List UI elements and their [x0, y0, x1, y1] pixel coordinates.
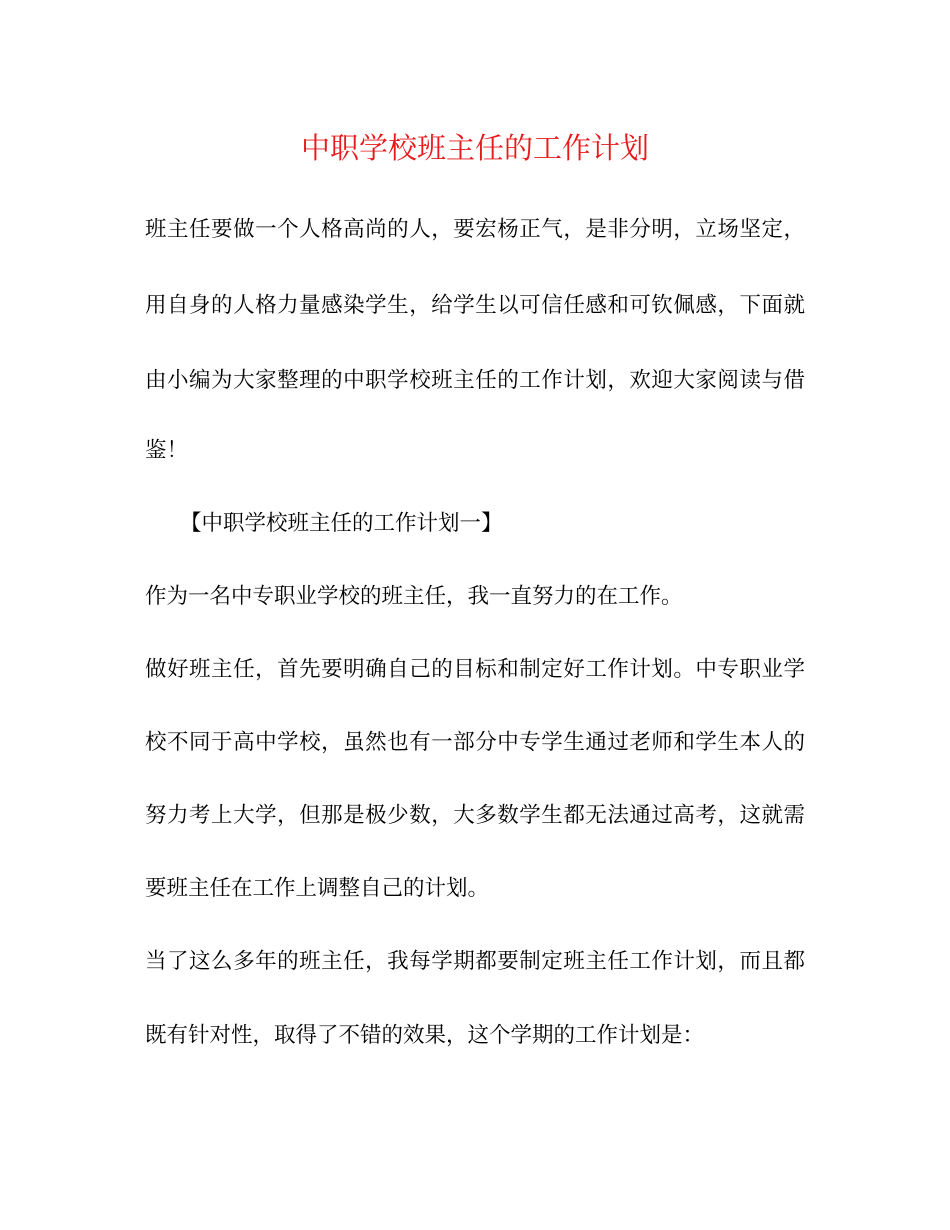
- intro-line-4: 鉴！: [145, 438, 189, 463]
- body-line-5: 要班主任在工作上调整自己的计划。: [145, 876, 490, 901]
- section-heading: 【中职学校班主任的工作计划一】: [180, 511, 503, 536]
- intro-line-3: 由小编为大家整理的中职学校班主任的工作计划，欢迎大家阅读与借: [145, 368, 805, 393]
- body-line-3: 校不同于高中学校，虽然也有一部分中专学生通过老师和学生本人的: [145, 730, 805, 755]
- body-line-4: 努力考上大学，但那是极少数，大多数学生都无法通过高考，这就需: [145, 803, 805, 828]
- body-line-1: 作为一名中专职业学校的班主任，我一直努力的在工作。: [145, 584, 683, 609]
- body-line-6: 当了这么多年的班主任，我每学期都要制定班主任工作计划，而且都: [145, 949, 805, 974]
- intro-line-2: 用自身的人格力量感染学生，给学生以可信任感和可钦佩感，下面就: [145, 293, 805, 318]
- body-line-7: 既有针对性，取得了不错的效果，这个学期的工作计划是：: [145, 1023, 705, 1048]
- body-line-2: 做好班主任，首先要明确自己的目标和制定好工作计划。中专职业学: [145, 657, 805, 682]
- intro-line-1: 班主任要做一个人格高尚的人，要宏杨正气，是非分明，立场坚定，: [145, 217, 805, 242]
- document-title: 中职学校班主任的工作计划: [300, 131, 649, 165]
